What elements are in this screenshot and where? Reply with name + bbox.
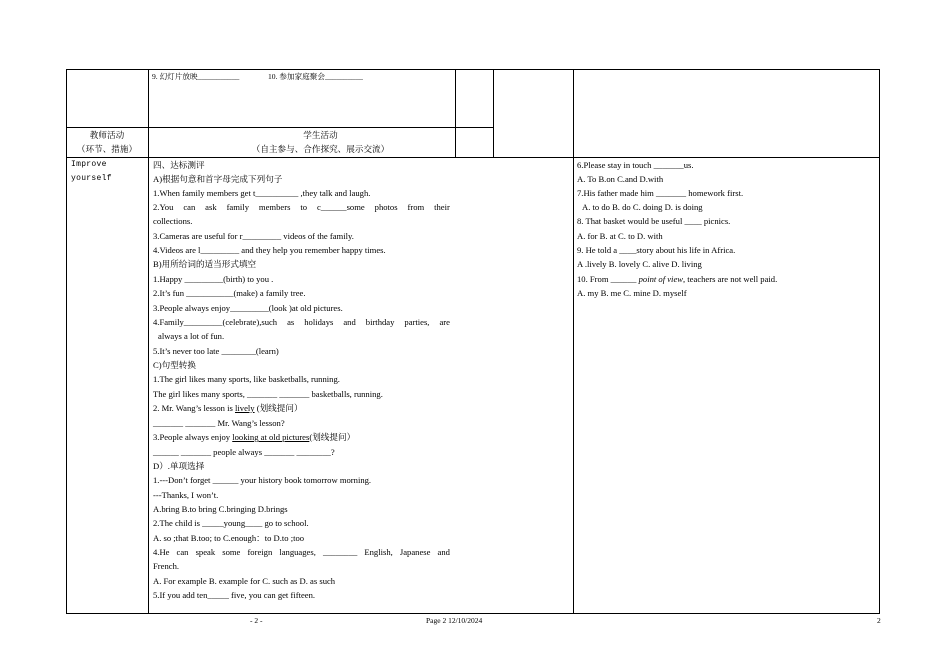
options-line: A. so ;that B.too; to C.enough：to D.to ;too xyxy=(153,533,305,543)
options-line: A.bring B.to bring C.bringing D.brings xyxy=(153,504,288,514)
text-segment: 2. Mr. Wang’s lesson is xyxy=(153,403,235,413)
word: ________ xyxy=(322,547,358,557)
question-line: 7.His father made him _______ homework first. xyxy=(577,188,744,198)
word: and xyxy=(437,547,450,557)
word: some xyxy=(222,547,241,557)
text-segment: 10. From ______ xyxy=(577,274,639,284)
question-line-justified xyxy=(153,545,450,559)
top-item-10: 10. 参加家庭聚会__________ xyxy=(268,72,363,81)
word: foreign xyxy=(247,547,273,557)
word: photos xyxy=(374,202,398,212)
yourself-label: yourself xyxy=(71,174,112,183)
question-line xyxy=(577,272,777,286)
word: as xyxy=(287,317,295,327)
word: languages, xyxy=(279,547,316,557)
text-segment: , teachers are not well paid. xyxy=(683,274,778,284)
question-line: 1.The girl likes many sports, like basketballs, running. xyxy=(153,374,340,384)
question-line: 1.Happy _________(birth) to you . xyxy=(153,274,274,284)
question-line xyxy=(153,430,355,444)
teacher-activity-subheading: （环节、措施） xyxy=(76,144,138,154)
improve-label: Improve xyxy=(71,160,107,169)
page-date-label: Page 2 12/10/2024 xyxy=(426,616,483,625)
underlined-phrase: looking at old pictures xyxy=(232,432,310,442)
word: members xyxy=(258,202,291,212)
question-line: 1.---Don’t forget ______ your history book tomorrow morning. xyxy=(153,475,372,485)
question-line: ______ _______ people always _______ ________? xyxy=(153,447,335,457)
word: 4.He xyxy=(153,547,170,557)
part-a-heading: A)根据句意和首字母完成下列句子 xyxy=(153,174,283,184)
question-line: 2.The child is _____young____ go to school. xyxy=(153,518,309,528)
question-line: ---Thanks, I won’t. xyxy=(153,490,219,500)
question-line: 4.Videos are l_________ and they help you remember happy times. xyxy=(153,245,386,255)
word: ask xyxy=(205,202,217,212)
question-line: 9. He told a ____story about his life in Africa. xyxy=(577,245,736,255)
word: their xyxy=(434,202,450,212)
word: can xyxy=(183,202,196,212)
question-line: collections. xyxy=(153,216,193,226)
teacher-activity-heading: 教师活动 xyxy=(89,130,125,140)
word: 4.Family_________(celebrate),such xyxy=(153,317,278,327)
word: English, xyxy=(364,547,393,557)
word: to xyxy=(300,202,308,212)
col-divider xyxy=(573,69,574,614)
options-line: A. to do B. do C. doing D. is doing xyxy=(582,202,703,212)
question-line: 5.If you add ten_____ five, you can get fifteen. xyxy=(153,590,316,600)
page-number: 2 xyxy=(877,616,881,625)
question-line xyxy=(153,401,303,415)
question-line: 2.It’s fun ___________(make) a family tree. xyxy=(153,288,306,298)
part-b-heading: B)用所给词的适当形式填空 xyxy=(153,259,257,269)
student-activity-heading: 学生活动 xyxy=(303,130,338,140)
word: speak xyxy=(195,547,216,557)
question-line: 8. That basket would be useful ____ picnics. xyxy=(577,216,731,226)
section-heading: 四、达标测评 xyxy=(153,160,205,170)
question-line: _______ _______ Mr. Wang’s lesson? xyxy=(153,418,285,428)
word: family xyxy=(226,202,249,212)
question-line: 1.When family members get t__________ ,they talk and laugh. xyxy=(153,188,371,198)
options-line: A .lively B. lovely C. alive D. living xyxy=(577,259,702,269)
word: birthday xyxy=(365,317,395,327)
word: are xyxy=(439,317,450,327)
question-line: The girl likes many sports, _______ _______ basketballs, running. xyxy=(153,389,383,399)
word: from xyxy=(407,202,425,212)
text-segment: (划线提问） xyxy=(309,432,356,442)
word: can xyxy=(176,547,189,557)
top-item-9: 9. 幻灯片放映___________ xyxy=(152,72,240,81)
text-segment: 3.People always enjoy xyxy=(153,432,233,442)
question-line: 5.It’s never too late ________(learn) xyxy=(153,346,279,356)
student-activity-subheading: （自主参与、合作探究、展示交流） xyxy=(251,144,390,154)
question-line: 3.People always enjoy_________(look )at old pictures. xyxy=(153,303,343,313)
part-c-heading: C)句型转换 xyxy=(153,360,196,370)
word: 2.You xyxy=(153,202,174,212)
word: parties, xyxy=(404,317,430,327)
underlined-word: lively xyxy=(235,403,255,413)
question-line: 6.Please stay in touch _______us. xyxy=(577,160,694,170)
part-d-heading: D）.单项选择 xyxy=(153,461,205,471)
options-line: A. For example B. example for C. such as D. as such xyxy=(153,576,336,586)
question-line: always a lot of fun. xyxy=(158,331,225,341)
question-line: French. xyxy=(153,561,180,571)
word: and xyxy=(343,317,356,327)
question-line-justified xyxy=(153,200,450,214)
text-segment: (划线提问） xyxy=(254,403,303,413)
col-divider xyxy=(493,69,494,157)
page-center-label: - 2 - xyxy=(250,616,263,625)
options-line: A. To B.on C.and D.with xyxy=(577,174,664,184)
question-line: 3.Cameras are useful for r_________ videos of the family. xyxy=(153,231,354,241)
word: Japanese xyxy=(399,547,431,557)
italic-phrase: point of view xyxy=(638,274,683,284)
word: c______some xyxy=(316,202,365,212)
question-line-justified xyxy=(153,315,450,329)
word: holidays xyxy=(304,317,334,327)
options-line: A. for B. at C. to D. with xyxy=(577,231,663,241)
options-line: A. my B. me C. mine D. myself xyxy=(577,288,687,298)
